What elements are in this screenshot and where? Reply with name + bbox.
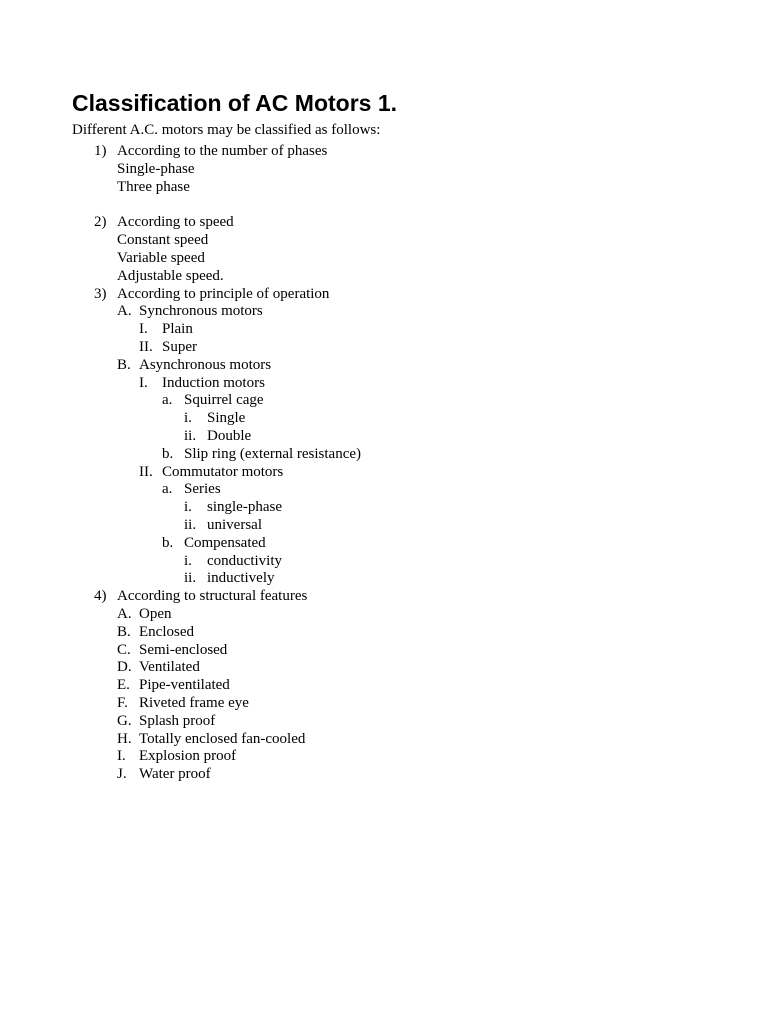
list-item <box>72 642 712 660</box>
list-marker: 4) <box>94 588 107 605</box>
list-marker: E. <box>117 677 130 694</box>
list-text: Squirrel cage <box>184 392 264 409</box>
list-marker: ii. <box>184 427 197 444</box>
list-item <box>72 481 712 499</box>
list-item <box>72 499 712 517</box>
list-item <box>72 695 712 713</box>
list-marker: 2) <box>94 214 107 231</box>
list-text: Synchronous motors <box>139 303 263 320</box>
document-page <box>72 86 712 784</box>
list-item <box>72 535 712 553</box>
list-text: Slip ring (external resistance) <box>184 445 362 462</box>
blank-line <box>72 196 712 214</box>
section-4-heading <box>72 588 712 606</box>
list-text: Series <box>184 481 221 498</box>
list-marker: i. <box>184 499 192 516</box>
list-text: Variable speed <box>117 249 205 266</box>
list-item <box>72 677 712 695</box>
list-marker: B. <box>117 356 131 373</box>
list-marker: a. <box>162 481 173 498</box>
list-marker: b. <box>162 534 174 551</box>
list-item-induction <box>72 375 712 393</box>
list-item <box>72 606 712 624</box>
list-text: Enclosed <box>139 623 194 640</box>
list-marker: A. <box>117 303 132 320</box>
list-item-commutator <box>72 464 712 482</box>
list-marker: I. <box>117 748 126 765</box>
list-marker: i. <box>184 552 192 569</box>
list-text: Compensated <box>184 534 266 551</box>
list-item <box>72 624 712 642</box>
list-item <box>72 553 712 571</box>
section-2-line <box>72 250 712 268</box>
list-text: Three phase <box>117 178 190 195</box>
list-item <box>72 659 712 677</box>
list-item <box>72 766 712 784</box>
list-text: universal <box>207 516 262 533</box>
list-marker: H. <box>117 730 132 747</box>
list-marker: J. <box>117 766 127 783</box>
list-text: Pipe-ventilated <box>139 677 230 694</box>
section-2-line <box>72 268 712 286</box>
list-text: According to speed <box>117 214 234 231</box>
list-marker: a. <box>162 392 173 409</box>
list-text: single-phase <box>207 499 282 516</box>
list-marker: ii. <box>184 570 197 587</box>
list-marker: F. <box>117 694 128 711</box>
list-text: Open <box>139 605 172 622</box>
section-1-heading <box>72 143 712 161</box>
list-text: inductively <box>207 570 275 587</box>
list-item <box>72 321 712 339</box>
list-text: Double <box>207 427 252 444</box>
list-item-asynchronous <box>72 357 712 375</box>
list-marker: II. <box>139 338 153 355</box>
section-2-heading <box>72 214 712 232</box>
list-text: Semi-enclosed <box>139 641 228 658</box>
section-1-line <box>72 161 712 179</box>
list-marker: i. <box>184 410 192 427</box>
list-item <box>72 731 712 749</box>
list-text: According to principle of operation <box>117 285 330 302</box>
list-text: Adjustable speed. <box>117 267 224 284</box>
list-marker: G. <box>117 712 132 729</box>
list-marker: ii. <box>184 516 197 533</box>
list-text: conductivity <box>207 552 282 569</box>
list-marker: II. <box>139 463 153 480</box>
list-marker: D. <box>117 659 132 676</box>
list-text: Induction motors <box>162 374 265 391</box>
list-marker: A. <box>117 605 132 622</box>
list-marker: b. <box>162 445 174 462</box>
list-marker: C. <box>117 641 131 658</box>
list-item <box>72 339 712 357</box>
list-marker: 1) <box>94 143 107 159</box>
list-item <box>72 446 712 464</box>
list-item <box>72 428 712 446</box>
section-3-heading <box>72 286 712 304</box>
list-item <box>72 570 712 588</box>
intro-paragraph: Different A.C. motors may be classified as follows: <box>72 122 381 138</box>
list-item <box>72 713 712 731</box>
list-marker: B. <box>117 623 131 640</box>
list-text: According to the number of phases <box>117 143 328 159</box>
list-text: Splash proof <box>139 712 216 729</box>
list-marker: I. <box>139 374 148 391</box>
list-item <box>72 392 712 410</box>
list-item <box>72 410 712 428</box>
list-text: Totally enclosed fan-cooled <box>139 730 306 747</box>
list-text: Riveted frame eye <box>139 694 249 711</box>
list-item-synchronous <box>72 303 712 321</box>
list-text: Water proof <box>139 766 211 783</box>
list-text: Asynchronous motors <box>139 356 272 373</box>
list-item <box>72 517 712 535</box>
list-text: According to structural features <box>117 588 308 605</box>
list-item <box>72 748 712 766</box>
list-text: Constant speed <box>117 232 209 249</box>
list-text: Explosion proof <box>139 748 237 765</box>
list-text: Plain <box>162 321 193 338</box>
list-text: Ventilated <box>139 659 200 676</box>
list-marker: 3) <box>94 285 107 302</box>
section-1-line <box>72 179 712 197</box>
list-text: Single-phase <box>117 160 195 177</box>
list-marker: I. <box>139 321 148 338</box>
list-text: Super <box>162 338 197 355</box>
document-title: Classification of AC Motors 1. <box>72 90 398 116</box>
section-2-line <box>72 232 712 250</box>
list-text: Commutator motors <box>162 463 284 480</box>
list-text: Single <box>207 410 246 427</box>
